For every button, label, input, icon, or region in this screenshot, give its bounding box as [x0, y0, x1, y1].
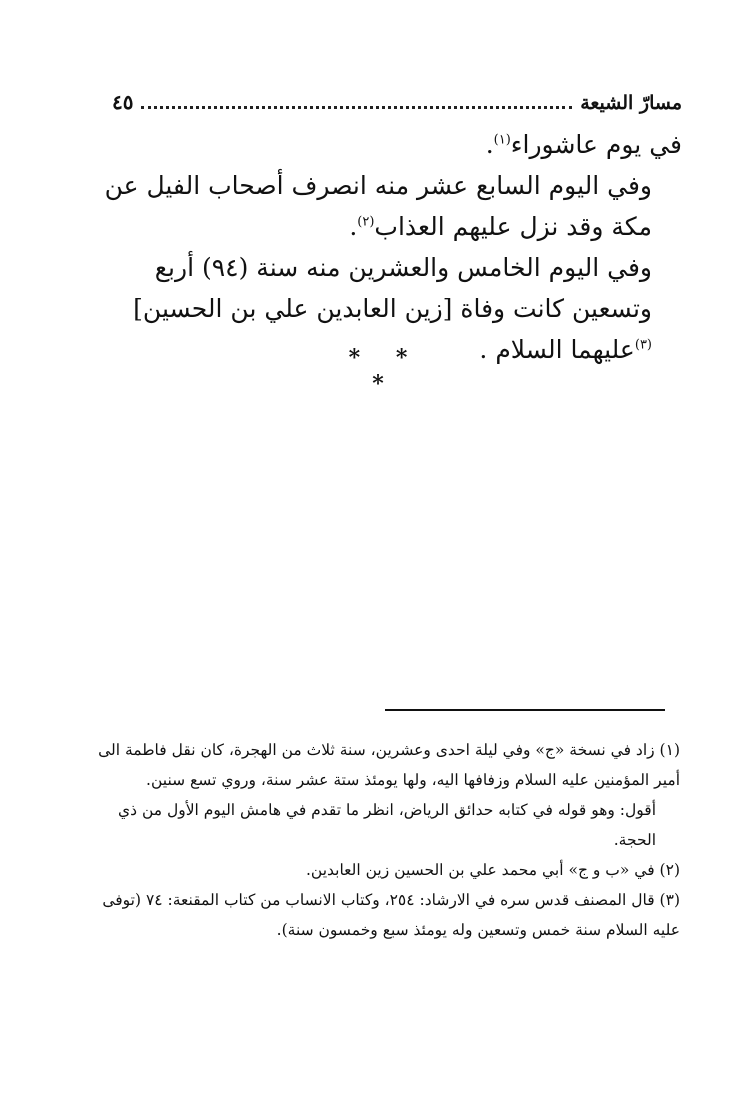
- paragraph-1: [100, 124, 682, 165]
- page-number: ٤٥: [112, 90, 134, 114]
- footnote-1-comment: أقول: وهو قوله في كتابه حدائق الرياض، انظر ما تقدم في هامش اليوم الأول من ذي الحجة.: [117, 801, 656, 849]
- paragraph-3-text-a: وفي اليوم الخامس والعشرين منه سنة (٩٤) أربع وتسعين كانت وفاة [زين العابدين علي بن الحسين]: [133, 253, 652, 323]
- footnote-ref-3: (٣): [634, 337, 652, 353]
- paragraph-1-end: .: [485, 130, 494, 159]
- paragraph-2-text: وفي اليوم السابع عشر منه انصرف أصحاب الفيل عن مكة وقد نزل عليهم العذاب: [104, 171, 652, 241]
- footnote-ref-2: (٢): [357, 214, 375, 230]
- main-text: [100, 124, 682, 370]
- paragraph-3-text-b: عليهما السلام .: [479, 335, 635, 364]
- paragraph-2: [100, 165, 682, 247]
- footnotes: [88, 735, 680, 945]
- paragraph-1-text: في يوم عاشوراء: [510, 130, 682, 159]
- paragraph-2-end: .: [349, 212, 358, 241]
- section-separator: * * *: [348, 345, 422, 397]
- footnote-rule: [385, 709, 665, 711]
- footnote-2: (٢) في «ب و ج» أبي محمد علي بن الحسين زين العابدين.: [305, 861, 680, 879]
- footnote-1: (١) زاد في نسخة «ج» وفي ليلة احدى وعشرين، سنة ثلاث من الهجرة، كان نقل فاطمة الى أمير المؤمنين عليه السلام وزفافها اليه، ولها يومئذ ستة عشر سنة، وروي تسع سنين.: [98, 741, 680, 789]
- footnote-3: (٣) قال المصنف قدس سره في الارشاد: ٢٥٤، وكتاب الانساب من كتاب المقنعة: ٧٤ (توفى عليه السلام سنة خمس وتسعين وله يومئذ سبع وخمسون سنة).: [102, 891, 680, 939]
- header-title: مسارّ الشيعة: [580, 92, 682, 114]
- header-dot-leader: [141, 105, 572, 109]
- footnote-ref-1: (١): [493, 132, 511, 148]
- running-header: [112, 84, 682, 114]
